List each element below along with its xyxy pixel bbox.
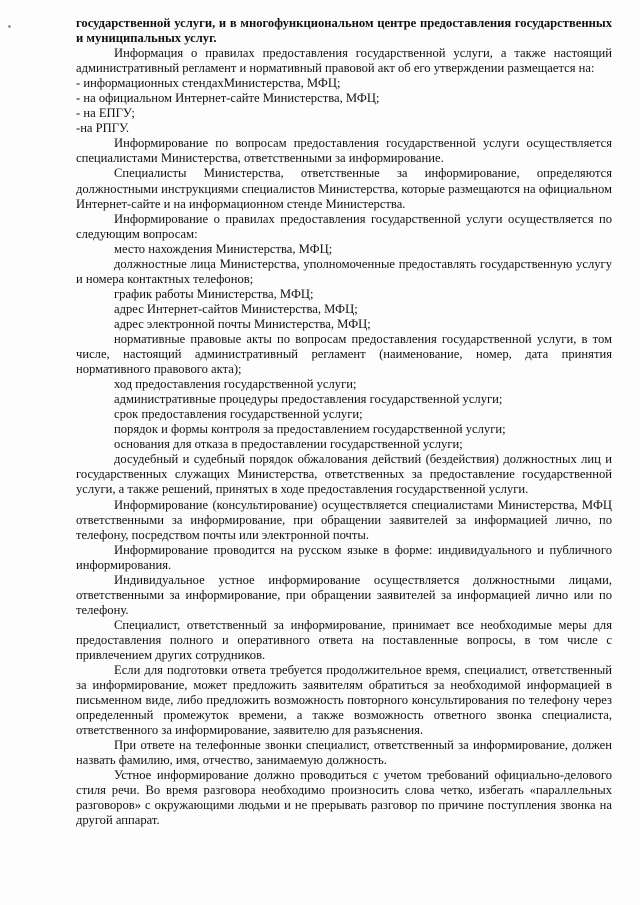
place-item: - на ЕПГУ; [76, 106, 135, 121]
scan-artifact: ▪ [8, 22, 11, 31]
question-item: адрес Интернет-сайтов Министерства, МФЦ; [114, 301, 358, 316]
question-item: адрес электронной почты Министерства, МФЦ; [114, 316, 371, 331]
paragraph-consulting: Информирование (консультирование) осуществляется специалистами Министерства, МФЦ ответственными за информирование, при обращении заявителей за информацией лично, по телефону, посредством почты или электронной почты. [76, 497, 612, 542]
question-item: досудебный и судебный порядок обжалования действий (бездействия) должностных лиц и государственных служащих Министерства, ответственных за предоставление государственной услуги, а также решений, принятых в ходе предоставления государственной услуги. [76, 452, 612, 497]
question-item: основания для отказа в предоставлении государственной услуги; [114, 437, 463, 452]
paragraph-informing: Информирование по вопросам предоставления государственной услуги осуществляется специалистами Министерства, ответственными за информирование. [76, 136, 612, 166]
document-text [76, 16, 612, 829]
paragraph-measures: Специалист, ответственный за информирование, принимает все необходимые меры для предоставления полного и оперативного ответа на поставленные вопросы, в том числе с привлечением других сотрудников. [76, 617, 612, 662]
paragraph-language: Информирование проводится на русском языке в форме: индивидуального и публичного информирования. [76, 542, 612, 572]
paragraph-questions-intro: Информирование о правилах предоставления государственной услуги осуществляется по следующим вопросам: [76, 211, 612, 241]
question-item: ход предоставления государственной услуги; [114, 377, 357, 392]
question-item: нормативные правовые акты по вопросам предоставления государственной услуги, в том числе, настоящий административный регламент (наименование, номер, дата принятия нормативного правового акта); [76, 331, 612, 377]
paragraph-intro: Информация о правилах предоставления государственной услуги, а также настоящий административный регламент и нормативный правовой акт об его утверждении размещается на: [76, 46, 612, 76]
place-item: - информационных стендахМинистерства, МФЦ; [76, 76, 341, 91]
paragraph-specialists: Специалисты Министерства, ответственные за информирование, определяются должностными инструкциями специалистов Министерства, которые размещаются на официальном Интернет-сайте и на информационном стенде Министерства. [76, 166, 612, 211]
paragraph-oral: Индивидуальное устное информирование осуществляется должностными лицами, ответственными за информирование, при обращении заявителей за информацией лично или по телефону. [76, 572, 612, 617]
question-item: должностные лица Министерства, уполномоченные предоставлять государственную услугу и номера контактных телефонов; [76, 256, 612, 286]
place-item: -на РПГУ. [76, 121, 130, 136]
place-item: - на официальном Интернет-сайте Министерства, МФЦ; [76, 91, 380, 106]
paragraph-speech-style: Устное информирование должно проводиться с учетом требований официально-делового стиля речи. Во время разговора необходимо произносить слова четко, избегать «параллельных разговоров» с окружающими людьми и не прерывать разговор по причине поступления звонка на другой аппарат. [76, 768, 612, 828]
question-item: срок предоставления государственной услуги; [114, 407, 363, 422]
question-item: порядок и формы контроля за предоставлением государственной услуги; [114, 422, 506, 437]
paragraph-phone-calls: При ответе на телефонные звонки специалист, ответственный за информирование, должен назвать фамилию, имя, отчество, занимаемую должность. [76, 738, 612, 768]
question-item: место нахождения Министерства, МФЦ; [114, 241, 333, 256]
paragraph-long-answer: Если для подготовки ответа требуется продолжительное время, специалист, ответственный за информирование, может предложить заявителям обратиться за необходимой информацией в письменном виде, либо предложить возможность повторного консультирования по телефону через определенный промежуток времени, а также возможность ответного звонка специалиста, ответственного за информирование, заявителю для разъяснения. [76, 663, 612, 738]
section-heading: государственной услуги, и в многофункциональном центре предоставления государственных и муниципальных услуг. [76, 16, 612, 46]
question-item: график работы Министерства, МФЦ; [114, 286, 314, 301]
question-item: административные процедуры предоставления государственной услуги; [114, 392, 503, 407]
